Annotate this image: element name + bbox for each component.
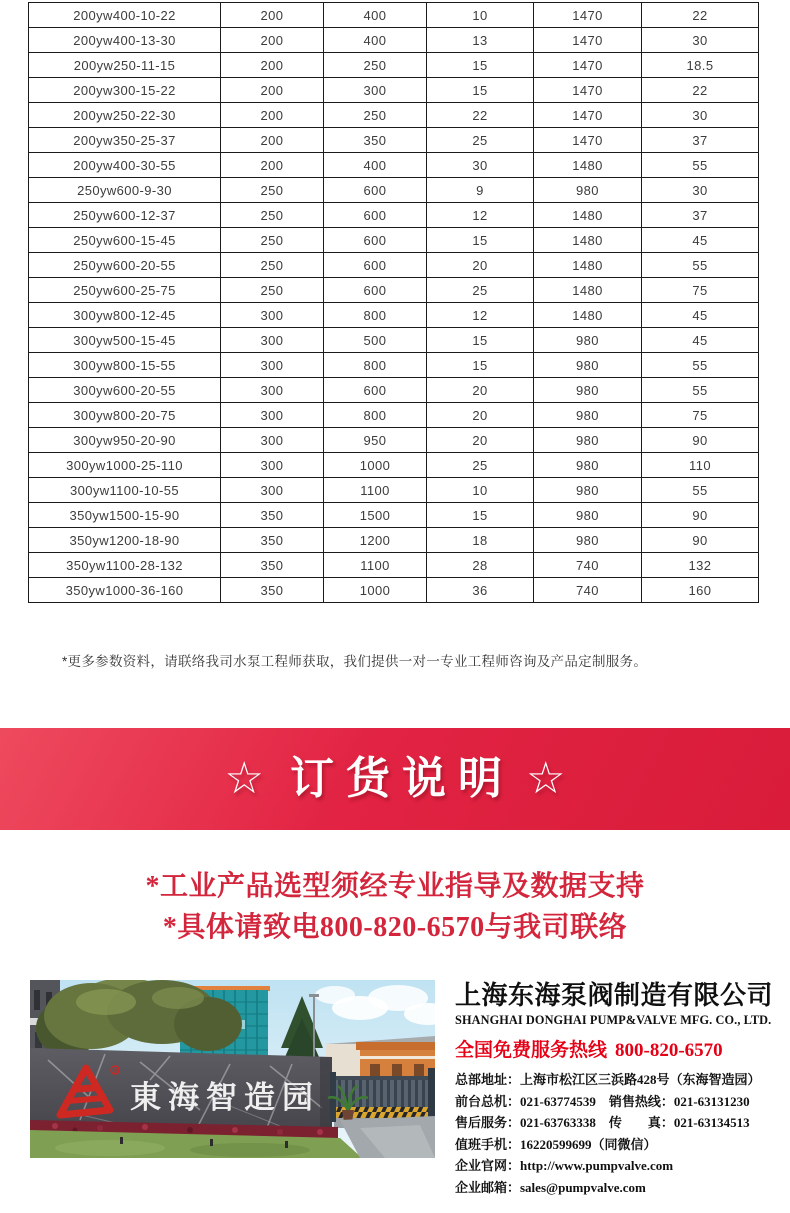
table-cell: 250yw600-9-30 — [29, 178, 221, 203]
table-cell: 90 — [642, 528, 759, 553]
star-icon: ☆ — [526, 754, 566, 803]
table-row — [29, 28, 759, 53]
table-cell: 28 — [427, 553, 534, 578]
table-cell: 350 — [221, 503, 324, 528]
table-cell: 36 — [427, 578, 534, 603]
table-cell: 300 — [221, 453, 324, 478]
spec-table-body — [29, 3, 759, 603]
table-cell: 400 — [324, 153, 427, 178]
service-hotline — [455, 1035, 762, 1062]
slogan-line-1: *工业产品选型须经专业指导及数据支持 — [145, 871, 645, 902]
table-cell: 15 — [427, 503, 534, 528]
table-cell: 600 — [324, 378, 427, 403]
table-cell: 55 — [642, 353, 759, 378]
contact-line: 企业邮箱：sales@pumpvalve.com — [455, 1179, 646, 1195]
table-cell: 600 — [324, 228, 427, 253]
table-cell: 350yw1500-15-90 — [29, 503, 221, 528]
table-cell: 250 — [221, 278, 324, 303]
trademark-symbol: ® — [112, 1069, 118, 1075]
table-cell: 350 — [324, 128, 427, 153]
table-cell: 200yw400-30-55 — [29, 153, 221, 178]
table-cell: 15 — [427, 228, 534, 253]
contact-line: 总部地址：上海市松江区三浜路428号（东海智造园） — [455, 1072, 761, 1087]
table-cell: 37 — [642, 128, 759, 153]
table-cell: 1200 — [324, 528, 427, 553]
table-cell: 25 — [427, 453, 534, 478]
table-cell: 200yw350-25-37 — [29, 128, 221, 153]
table-cell: 250yw600-15-45 — [29, 228, 221, 253]
table-cell: 300yw1000-25-110 — [29, 453, 221, 478]
table-row — [29, 3, 759, 28]
table-cell: 55 — [642, 153, 759, 178]
table-cell: 800 — [324, 353, 427, 378]
table-cell: 250 — [221, 228, 324, 253]
table-cell: 350yw1100-28-132 — [29, 553, 221, 578]
table-cell: 300yw950-20-90 — [29, 428, 221, 453]
sign-text: 東海智造园 — [130, 1080, 320, 1115]
company-info — [455, 980, 774, 1199]
table-cell: 1100 — [324, 478, 427, 503]
pump-spec-table — [28, 2, 759, 603]
table-cell: 30 — [642, 178, 759, 203]
table-cell: 250 — [221, 178, 324, 203]
contact-line: 前台总机：021-63774539 销售热线：021-63131230 — [455, 1093, 750, 1109]
hotline-number: 800-820-6570 — [615, 1040, 723, 1061]
table-cell: 55 — [642, 253, 759, 278]
table-row — [29, 103, 759, 128]
table-cell: 300 — [324, 78, 427, 103]
table-row — [29, 203, 759, 228]
table-cell: 12 — [427, 303, 534, 328]
table-cell: 250 — [324, 103, 427, 128]
table-cell: 980 — [534, 353, 642, 378]
table-cell: 980 — [534, 378, 642, 403]
table-cell: 980 — [534, 178, 642, 203]
star-icon: ☆ — [224, 754, 264, 803]
table-cell: 1470 — [534, 103, 642, 128]
table-cell: 300yw500-15-45 — [29, 328, 221, 353]
table-cell: 12 — [427, 203, 534, 228]
table-cell: 45 — [642, 228, 759, 253]
table-cell: 1480 — [534, 253, 642, 278]
table-cell: 15 — [427, 53, 534, 78]
table-cell: 600 — [324, 203, 427, 228]
table-cell: 15 — [427, 353, 534, 378]
table-cell: 600 — [324, 278, 427, 303]
table-cell: 1470 — [534, 28, 642, 53]
table-cell: 25 — [427, 278, 534, 303]
table-cell: 22 — [642, 3, 759, 28]
table-cell: 400 — [324, 3, 427, 28]
table-row — [29, 278, 759, 303]
contact-line: 售后服务：021-63763338 传 真：021-63134513 — [455, 1115, 750, 1131]
table-cell: 250 — [324, 53, 427, 78]
table-row — [29, 228, 759, 253]
table-cell: 160 — [642, 578, 759, 603]
table-cell: 200yw250-11-15 — [29, 53, 221, 78]
table-cell: 250 — [221, 253, 324, 278]
table-cell: 1470 — [534, 128, 642, 153]
table-row — [29, 328, 759, 353]
table-cell: 300 — [221, 478, 324, 503]
table-row — [29, 303, 759, 328]
table-row — [29, 53, 759, 78]
table-cell: 800 — [324, 403, 427, 428]
table-cell: 18.5 — [642, 53, 759, 78]
table-cell: 75 — [642, 278, 759, 303]
table-cell: 1480 — [534, 228, 642, 253]
table-cell: 13 — [427, 28, 534, 53]
table-cell: 55 — [642, 478, 759, 503]
contact-line: 值班手机：16220599699（同微信） — [455, 1136, 657, 1152]
table-cell: 10 — [427, 3, 534, 28]
order-banner-title: 订货说明 — [290, 754, 514, 803]
table-cell: 1470 — [534, 53, 642, 78]
table-cell: 980 — [534, 328, 642, 353]
table-row — [29, 578, 759, 603]
table-row — [29, 403, 759, 428]
table-cell: 30 — [642, 103, 759, 128]
table-cell: 200yw400-10-22 — [29, 3, 221, 28]
table-cell: 200 — [221, 103, 324, 128]
table-row — [29, 378, 759, 403]
table-row — [29, 478, 759, 503]
table-row — [29, 453, 759, 478]
contact-line: 企业官网：http://www.pumpvalve.com — [455, 1158, 674, 1174]
table-cell: 980 — [534, 528, 642, 553]
table-row — [29, 153, 759, 178]
table-cell: 90 — [642, 428, 759, 453]
table-cell: 37 — [642, 203, 759, 228]
table-cell: 300yw1100-10-55 — [29, 478, 221, 503]
order-banner-content — [224, 754, 566, 803]
table-cell: 300 — [221, 428, 324, 453]
table-cell: 980 — [534, 403, 642, 428]
table-cell: 55 — [642, 378, 759, 403]
table-cell: 18 — [427, 528, 534, 553]
table-row — [29, 353, 759, 378]
table-cell: 200 — [221, 153, 324, 178]
table-cell: 300yw800-15-55 — [29, 353, 221, 378]
params-note: *更多参数资料，请联络我司水泵工程师获取，我们提供一对一专业工程师咨询及产品定制服务。 — [62, 654, 648, 669]
table-cell: 200yw250-22-30 — [29, 103, 221, 128]
table-cell: 1470 — [534, 3, 642, 28]
table-cell: 200 — [221, 128, 324, 153]
slogan-line-2: *具体请致电800-820-6570与我司联络 — [162, 912, 628, 943]
table-cell: 1480 — [534, 153, 642, 178]
slogan — [0, 866, 790, 948]
table-row — [29, 128, 759, 153]
table-cell: 950 — [324, 428, 427, 453]
table-cell: 250yw600-12-37 — [29, 203, 221, 228]
table-cell: 1100 — [324, 553, 427, 578]
table-cell: 350 — [221, 553, 324, 578]
table-cell: 30 — [427, 153, 534, 178]
company-name-cn: 上海东海泵阀制造有限公司 — [455, 980, 774, 1010]
table-row — [29, 78, 759, 103]
table-cell: 600 — [324, 178, 427, 203]
table-cell: 10 — [427, 478, 534, 503]
table-cell: 200 — [221, 78, 324, 103]
table-row — [29, 553, 759, 578]
table-cell: 1480 — [534, 278, 642, 303]
table-cell: 22 — [642, 78, 759, 103]
company-section — [30, 980, 774, 1199]
table-cell: 25 — [427, 128, 534, 153]
table-cell: 1480 — [534, 203, 642, 228]
table-cell: 45 — [642, 328, 759, 353]
table-cell: 400 — [324, 28, 427, 53]
table-cell: 600 — [324, 253, 427, 278]
table-row — [29, 253, 759, 278]
table-cell: 1480 — [534, 303, 642, 328]
table-cell: 45 — [642, 303, 759, 328]
table-cell: 250 — [221, 203, 324, 228]
table-cell: 250yw600-25-75 — [29, 278, 221, 303]
table-cell: 980 — [534, 453, 642, 478]
table-cell: 250yw600-20-55 — [29, 253, 221, 278]
table-cell: 300 — [221, 353, 324, 378]
table-cell: 300 — [221, 378, 324, 403]
table-cell: 740 — [534, 553, 642, 578]
table-cell: 75 — [642, 403, 759, 428]
company-name-en: SHANGHAI DONGHAI PUMP&VALVE MFG. CO., LTD. — [455, 1013, 772, 1027]
table-cell: 90 — [642, 503, 759, 528]
table-cell: 200yw300-15-22 — [29, 78, 221, 103]
table-cell: 20 — [427, 428, 534, 453]
table-cell: 30 — [642, 28, 759, 53]
table-row — [29, 503, 759, 528]
table-cell: 740 — [534, 578, 642, 603]
table-cell: 20 — [427, 378, 534, 403]
table-cell: 300yw800-12-45 — [29, 303, 221, 328]
table-row — [29, 178, 759, 203]
table-cell: 350yw1200-18-90 — [29, 528, 221, 553]
table-cell: 132 — [642, 553, 759, 578]
table-cell: 1500 — [324, 503, 427, 528]
table-cell: 9 — [427, 178, 534, 203]
table-cell: 1000 — [324, 578, 427, 603]
table-cell: 300 — [221, 403, 324, 428]
hotline-label: 全国免费服务热线 — [455, 1040, 608, 1061]
table-cell: 300 — [221, 303, 324, 328]
order-banner — [0, 728, 790, 830]
table-cell: 800 — [324, 303, 427, 328]
table-cell: 20 — [427, 403, 534, 428]
table-cell: 110 — [642, 453, 759, 478]
table-cell: 300yw600-20-55 — [29, 378, 221, 403]
company-photo — [30, 980, 435, 1158]
table-cell: 980 — [534, 503, 642, 528]
table-cell: 200 — [221, 28, 324, 53]
table-row — [29, 528, 759, 553]
table-cell: 1000 — [324, 453, 427, 478]
table-row — [29, 428, 759, 453]
table-cell: 15 — [427, 328, 534, 353]
table-cell: 20 — [427, 253, 534, 278]
table-cell: 350 — [221, 528, 324, 553]
table-cell: 22 — [427, 103, 534, 128]
table-cell: 980 — [534, 478, 642, 503]
table-cell: 500 — [324, 328, 427, 353]
table-cell: 300yw800-20-75 — [29, 403, 221, 428]
table-cell: 300 — [221, 328, 324, 353]
table-cell: 350 — [221, 578, 324, 603]
table-cell: 980 — [534, 428, 642, 453]
table-cell: 1470 — [534, 78, 642, 103]
table-cell: 200 — [221, 53, 324, 78]
table-cell: 350yw1000-36-160 — [29, 578, 221, 603]
table-cell: 200yw400-13-30 — [29, 28, 221, 53]
table-cell: 15 — [427, 78, 534, 103]
contact-list — [455, 1069, 762, 1199]
table-cell: 200 — [221, 3, 324, 28]
